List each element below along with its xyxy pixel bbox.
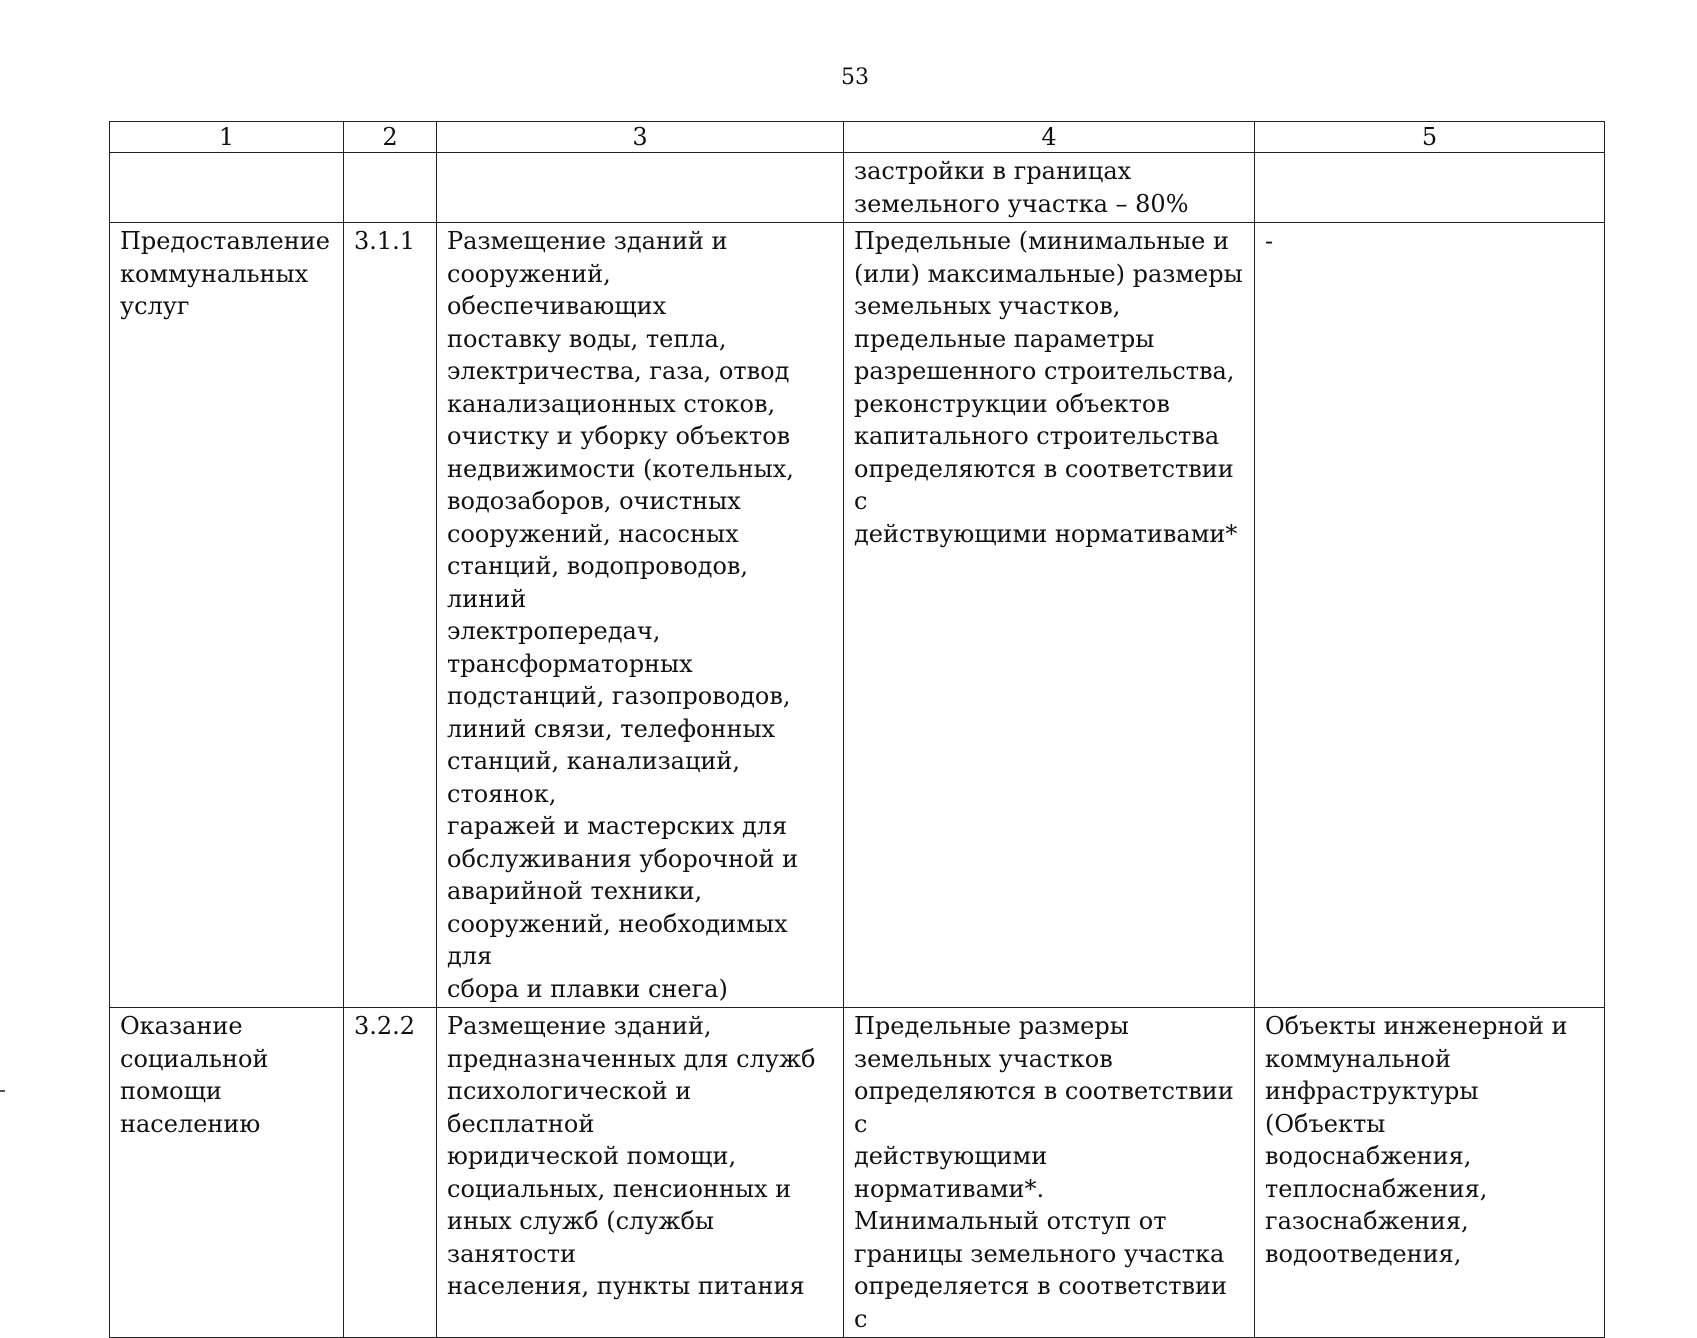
table-header-row — [110, 122, 1605, 153]
cell-code: 3.2.2 — [344, 1008, 437, 1338]
column-header-3: 3 — [437, 122, 844, 153]
scan-edge-mark — [0, 1090, 5, 1092]
page-number: 53 — [841, 65, 869, 90]
table-row — [110, 1008, 1605, 1338]
cell-description — [437, 153, 844, 223]
cell-auxiliary-uses — [1255, 153, 1605, 223]
table-row — [110, 153, 1605, 223]
column-header-2: 2 — [344, 122, 437, 153]
cell-code — [344, 153, 437, 223]
cell-description: Размещение зданий и сооружений, обеспечивающих поставку воды, тепла, электричества, газа, отвод канализационных стоков, очистку и уборку объектов недвижимости (котельных, водозаборов, очистных сооружений, насосных станций, водопроводов, линий электропередач, трансформаторных подстанций, газопроводов, линий связи, телефонных станций, канализаций, стоянок, гаражей и мастерских для обслуживания уборочной и аварийной техники, сооружений, необходимых для сбора и плавки снега) — [437, 223, 844, 1008]
cell-parameters: Предельные (минимальные и (или) максимальные) размеры земельных участков, предельные параметры разрешенного строительства, реконструкции объектов капитального строительства определяются в соответствии с действующими нормативами* — [844, 223, 1255, 1008]
cell-use-type — [110, 153, 344, 223]
cell-auxiliary-uses: Объекты инженерной и коммунальной инфраструктуры (Объекты водоснабжения, теплоснабжения, газоснабжения, водоотведения, — [1255, 1008, 1605, 1338]
cell-description: Размещение зданий, предназначенных для служб психологической и бесплатной юридической помощи, социальных, пенсионных и иных служб (службы занятости населения, пункты питания — [437, 1008, 844, 1338]
cell-use-type: Оказание социальной помощи населению — [110, 1008, 344, 1338]
column-header-4: 4 — [844, 122, 1255, 153]
land-use-table — [109, 121, 1605, 1338]
cell-parameters: застройки в границах земельного участка – 80% — [844, 153, 1255, 223]
cell-auxiliary-uses: - — [1255, 223, 1605, 1008]
column-header-5: 5 — [1255, 122, 1605, 153]
cell-parameters: Предельные размеры земельных участков определяются в соответствии с действующими нормативами*. Минимальный отступ от границы земельного участка определяется в соответствии с — [844, 1008, 1255, 1338]
cell-code: 3.1.1 — [344, 223, 437, 1008]
table-row — [110, 223, 1605, 1008]
column-header-1: 1 — [110, 122, 344, 153]
cell-use-type: Предоставление коммунальных услуг — [110, 223, 344, 1008]
